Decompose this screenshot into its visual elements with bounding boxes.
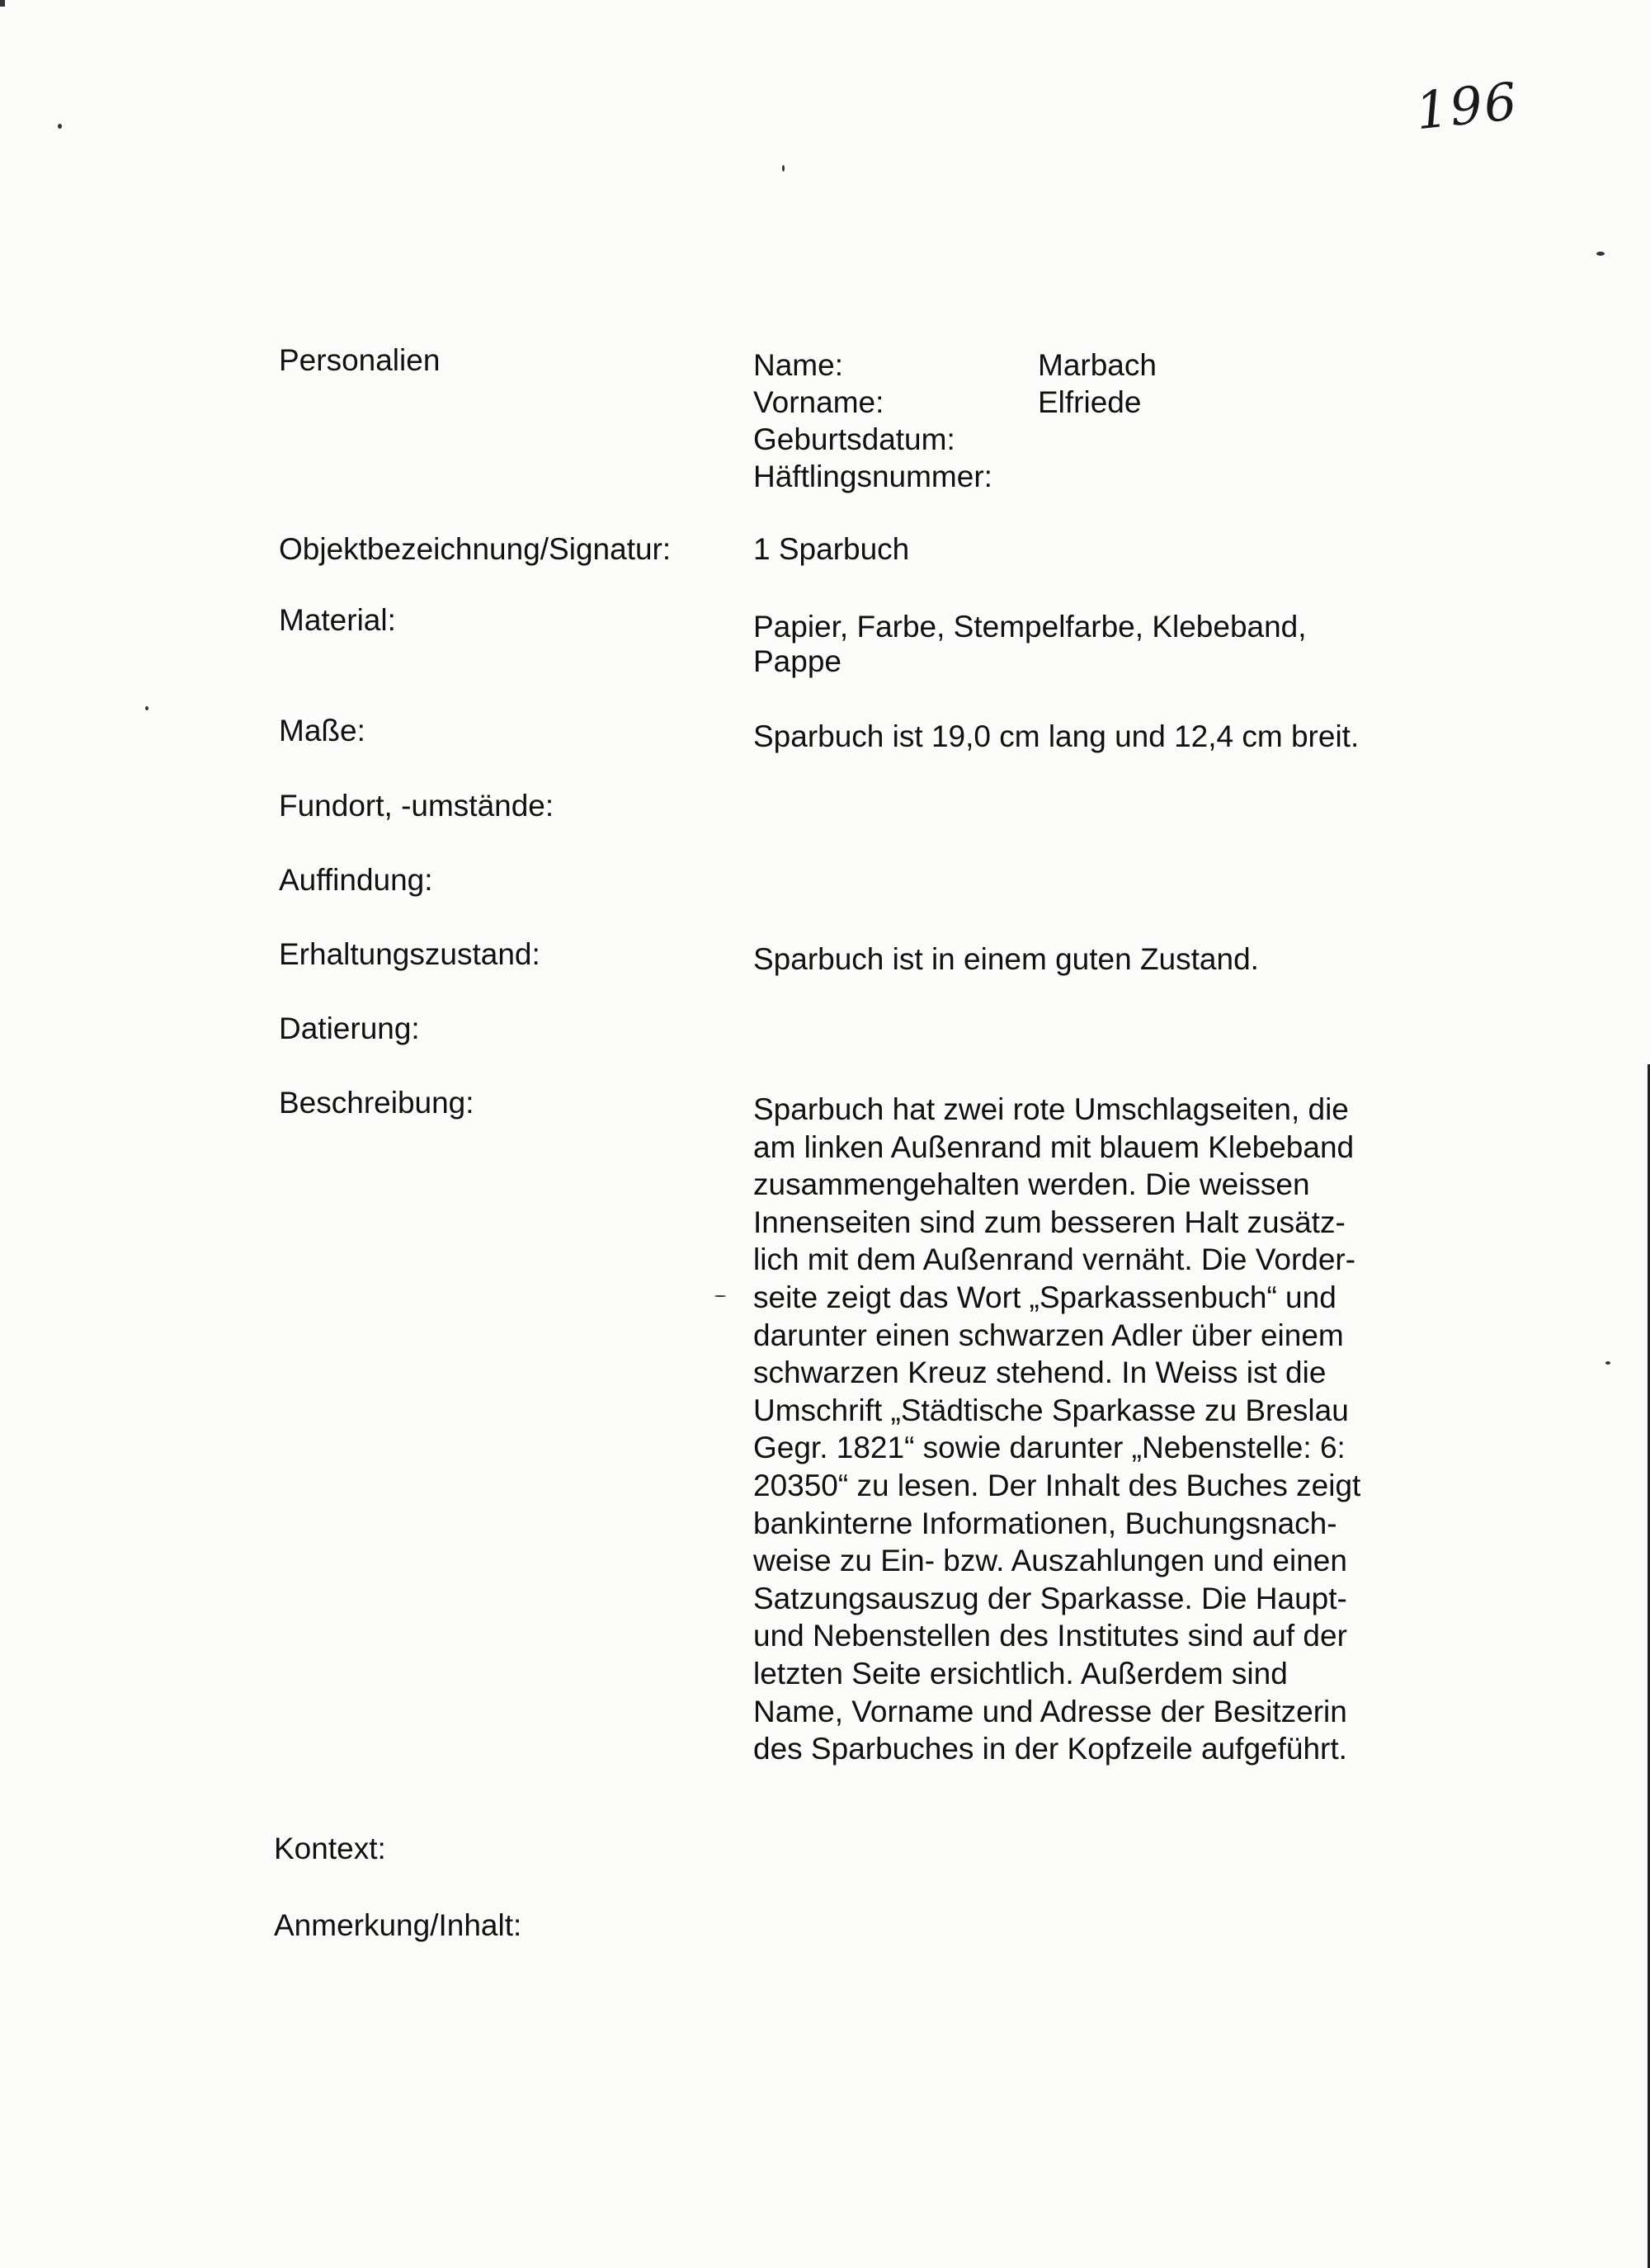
material-value-line2: Pappe bbox=[753, 644, 842, 678]
beschreibung-line: Gegr. 1821“ sowie darunter „Nebenstelle: 6: bbox=[753, 1431, 1346, 1465]
beschreibung-text bbox=[753, 1091, 1397, 1768]
erhaltung-label: Erhaltungszustand: bbox=[279, 937, 540, 971]
masse-value: Sparbuch ist 19,0 cm lang und 12,4 cm breit. bbox=[753, 719, 1360, 753]
kontext-label: Kontext: bbox=[274, 1832, 386, 1865]
beschreibung-line: letzten Seite ersichtlich. Außerdem sind bbox=[753, 1656, 1288, 1690]
scan-speck bbox=[58, 124, 62, 129]
beschreibung-line: zusammengehalten werden. Die weissen bbox=[753, 1167, 1310, 1202]
personalien-label: Personalien bbox=[279, 343, 441, 377]
scan-speck bbox=[782, 165, 785, 172]
beschreibung-line: des Sparbuches in der Kopfzeile aufgeführt. bbox=[753, 1732, 1347, 1766]
field-label-vorname: Vorname: bbox=[753, 385, 884, 419]
auffindung-label: Auffindung: bbox=[279, 863, 433, 897]
scan-speck bbox=[1596, 252, 1605, 256]
material-value-line1: Papier, Farbe, Stempelfarbe, Klebeband, bbox=[753, 610, 1307, 644]
handwritten-page-number: 196 bbox=[1412, 70, 1521, 142]
scan-speck bbox=[714, 1295, 726, 1297]
scan-speck bbox=[145, 706, 148, 710]
field-value-name: Marbach bbox=[1038, 348, 1157, 382]
beschreibung-line: und Nebenstellen des Institutes sind auf der bbox=[753, 1619, 1347, 1653]
beschreibung-line: lich mit dem Außenrand vernäht. Die Vorder- bbox=[753, 1242, 1356, 1277]
beschreibung-line: am linken Außenrand mit blauem Klebeband bbox=[753, 1129, 1355, 1164]
beschreibung-line: Satzungsauszug der Sparkasse. Die Haupt- bbox=[753, 1581, 1347, 1615]
anmerkung-label: Anmerkung/Inhalt: bbox=[274, 1908, 522, 1942]
beschreibung-line: Umschrift „Städtische Sparkasse zu Breslau bbox=[753, 1393, 1349, 1427]
masse-label: Maße: bbox=[279, 714, 365, 747]
beschreibung-label: Beschreibung: bbox=[279, 1086, 474, 1120]
beschreibung-line: weise zu Ein- bzw. Auszahlungen und einen bbox=[753, 1544, 1347, 1578]
beschreibung-line: bankinterne Informationen, Buchungsnach- bbox=[753, 1506, 1337, 1540]
beschreibung-line: 20350“ zu lesen. Der Inhalt des Buches zeigt bbox=[753, 1468, 1361, 1502]
erhaltung-value: Sparbuch ist in einem guten Zustand. bbox=[753, 942, 1259, 976]
fundort-label: Fundort, -umstände: bbox=[279, 789, 554, 823]
field-label-haeftlingsnummer: Häftlingsnummer: bbox=[753, 460, 992, 493]
beschreibung-line: Innenseiten sind zum besseren Halt zusätz- bbox=[753, 1205, 1346, 1239]
datierung-label: Datierung: bbox=[279, 1011, 420, 1045]
objekt-value: 1 Sparbuch bbox=[753, 532, 910, 566]
beschreibung-line: Sparbuch hat zwei rote Umschlagseiten, die bbox=[753, 1092, 1349, 1126]
beschreibung-line: seite zeigt das Wort „Sparkassenbuch“ und bbox=[753, 1280, 1336, 1314]
beschreibung-line: schwarzen Kreuz stehend. In Weiss ist die bbox=[753, 1356, 1327, 1390]
beschreibung-line: Name, Vorname und Adresse der Besitzerin bbox=[753, 1694, 1347, 1728]
objekt-label: Objektbezeichnung/Signatur: bbox=[279, 532, 672, 566]
scan-speck bbox=[1605, 1361, 1610, 1365]
field-label-geburtsdatum: Geburtsdatum: bbox=[753, 422, 955, 456]
field-value-vorname: Elfriede bbox=[1038, 385, 1142, 419]
field-label-name: Name: bbox=[753, 348, 843, 382]
scan-speck bbox=[0, 0, 5, 7]
material-label: Material: bbox=[279, 603, 396, 637]
beschreibung-line: darunter einen schwarzen Adler über einem bbox=[753, 1318, 1344, 1352]
